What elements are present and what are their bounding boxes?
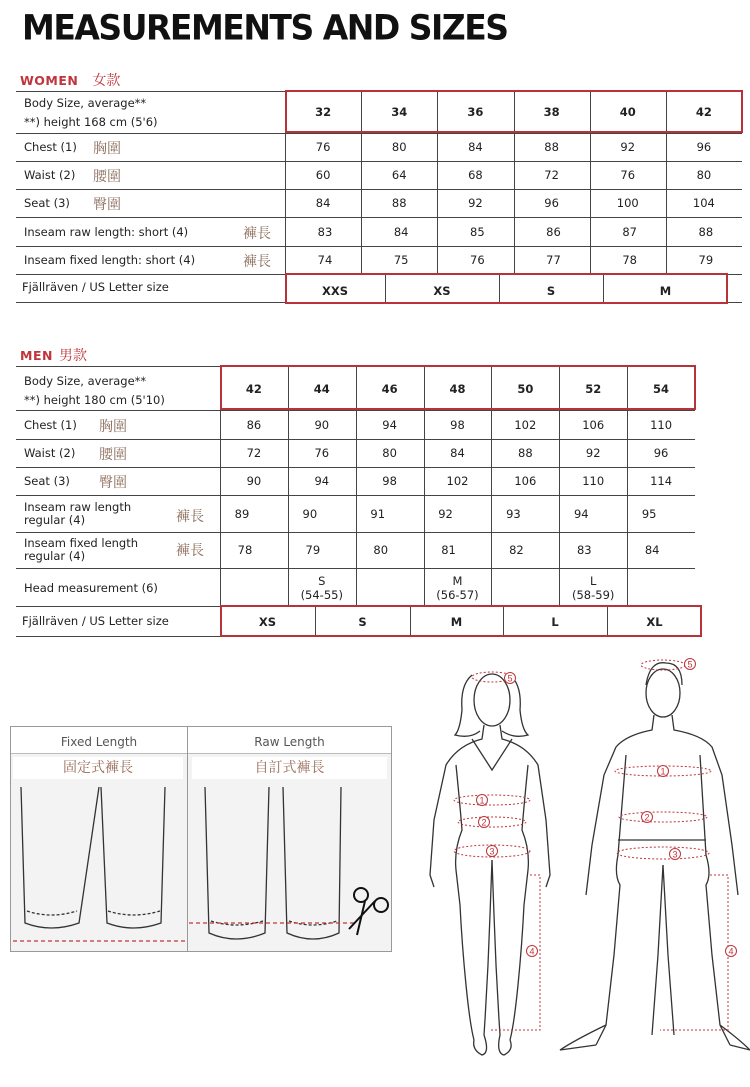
fixed-length-cn: 固定式褲長 — [13, 757, 183, 779]
women-letter-size: XXS — [321, 284, 348, 298]
men-inseam-raw-value: 92 — [438, 507, 453, 521]
women-size-header: 36 — [467, 105, 484, 119]
women-row-label-cn: 褲長 — [243, 254, 271, 270]
women-letter-size: S — [546, 284, 556, 298]
women-heading-label: WOMEN — [20, 73, 79, 88]
men-cell-value: 80 — [382, 446, 397, 460]
men-cell-value: 110 — [650, 417, 673, 432]
men-head-size: L — [589, 574, 597, 588]
men-letter-size-label: Fjällräven / US Letter size — [22, 614, 169, 628]
women-row-label: Waist (2) — [24, 168, 76, 182]
men-cell-value: 102 — [446, 474, 469, 488]
measure-marker: 3 — [672, 849, 678, 860]
row-divider — [16, 217, 742, 218]
raw-length-label: Raw Length — [254, 735, 325, 749]
men-cell-value: 110 — [582, 474, 605, 488]
women-cell-value: 84 — [393, 224, 409, 239]
men-heading-cn: 男款 — [58, 348, 87, 364]
women-heading — [20, 70, 120, 90]
women-cell-value: 104 — [692, 196, 715, 210]
men-size-header: 54 — [653, 382, 670, 396]
men-inseam-fixed-cn: 褲長 — [176, 543, 204, 559]
body-measurement-figures — [410, 655, 750, 1085]
women-cell-value: 92 — [620, 140, 636, 154]
measurement-markers — [477, 659, 737, 957]
women-cell-value: 83 — [317, 224, 333, 239]
women-size-highlight — [285, 90, 743, 133]
woman-figure-icon — [430, 674, 550, 1055]
women-heading-cn: 女款 — [92, 73, 121, 89]
men-cell-value: 106 — [582, 417, 605, 432]
men-heading-label: MEN — [20, 348, 53, 363]
women-cell-value: 68 — [468, 168, 483, 182]
women-cell-value: 92 — [468, 196, 483, 210]
women-cell-value: 77 — [546, 253, 561, 267]
men-inseam-raw-value: 94 — [573, 507, 589, 521]
men-row-label: Seat (3) — [24, 474, 70, 488]
men-letter-size: XL — [646, 615, 663, 629]
men-inseam-fixed-label: Inseam fixed length — [24, 536, 139, 550]
women-cell-value: 76 — [620, 168, 636, 182]
men-cell-value: 114 — [650, 474, 673, 488]
men-cell-value: 88 — [518, 446, 533, 460]
men-head-size: M — [452, 574, 463, 588]
man-figure-icon — [560, 663, 750, 1050]
men-heading — [20, 345, 87, 365]
men-head-range: (56-57) — [436, 588, 479, 602]
men-row-label: Waist (2) — [24, 446, 76, 460]
men-row-label-cn: 臀圍 — [99, 475, 127, 491]
men-inseam-fixed-value: 81 — [441, 543, 456, 557]
men-inseam-raw-value: 90 — [302, 507, 318, 521]
men-size-header: 44 — [313, 382, 330, 396]
men-letter-size-highlight — [220, 605, 702, 637]
men-inseam-raw-value: 93 — [506, 507, 521, 521]
men-inseam-raw-label: Inseam raw length — [24, 500, 132, 514]
raw-length-legs-icon — [205, 787, 341, 939]
men-cell-value: 98 — [382, 474, 397, 488]
measure-marker: 1 — [660, 766, 666, 777]
men-inseam-raw-value: 95 — [641, 507, 657, 521]
measure-marker: 5 — [687, 659, 693, 670]
fixed-length-legs-icon — [21, 787, 165, 928]
measure-marker: 2 — [481, 817, 487, 828]
men-size-header: 48 — [449, 382, 466, 396]
men-cell-value: 86 — [246, 417, 262, 432]
women-cell-value: 86 — [546, 224, 561, 239]
row-divider — [16, 189, 742, 190]
women-cell-value: 72 — [544, 168, 559, 182]
men-cell-value: 94 — [314, 474, 330, 488]
women-cell-value: 88 — [391, 196, 407, 210]
men-inseam-fixed-value: 80 — [373, 543, 389, 557]
men-cell-value: 92 — [585, 446, 601, 460]
women-cell-value: 78 — [622, 253, 637, 267]
women-cell-value: 60 — [315, 168, 331, 182]
men-inseam-fixed-value: 84 — [644, 543, 660, 557]
women-letter-size-label: Fjällräven / US Letter size — [22, 280, 169, 294]
women-cell-value: 80 — [391, 140, 407, 154]
women-size-header: 34 — [391, 105, 408, 119]
men-head-range: (54-55) — [300, 588, 343, 602]
measure-marker: 4 — [728, 946, 734, 957]
men-inseam-raw-value: 89 — [234, 507, 250, 521]
women-row-label: Inseam raw length: short (4) — [24, 224, 189, 239]
women-cell-value: 84 — [468, 140, 483, 154]
men-cell-value: 102 — [514, 417, 537, 432]
men-inseam-raw-label-2: regular (4) — [24, 513, 86, 527]
row-divider — [16, 246, 742, 247]
women-letter-size: M — [659, 284, 672, 298]
men-row-label-cn: 腰圍 — [99, 447, 127, 463]
men-size-header: 50 — [517, 382, 534, 396]
men-head-range: (58-59) — [572, 588, 615, 602]
men-cell-value: 76 — [314, 446, 330, 460]
men-cell-value: 98 — [450, 417, 465, 432]
page-title: MEASUREMENTS AND SIZES — [22, 7, 508, 48]
scissors-icon — [349, 888, 388, 935]
men-size-header: 46 — [381, 382, 398, 396]
women-cell-value: 84 — [315, 196, 331, 210]
women-cell-value: 74 — [317, 253, 333, 267]
women-size-header: 40 — [619, 105, 636, 119]
women-height-note: **) height 168 cm (5'6) — [24, 115, 158, 129]
men-inseam-fixed-label-2: regular (4) — [24, 549, 86, 563]
women-cell-value: 96 — [696, 140, 712, 154]
men-cell-value: 84 — [450, 446, 465, 460]
men-inseam-raw-cn: 褲長 — [176, 509, 204, 525]
women-cell-value: 75 — [393, 253, 409, 267]
men-inseam-fixed-value: 82 — [509, 543, 524, 557]
women-cell-value: 64 — [391, 168, 407, 182]
women-body-size-label: Body Size, average** — [24, 96, 147, 110]
men-letter-size: S — [358, 615, 367, 629]
women-row-label: Chest (1) — [24, 140, 77, 154]
row-divider — [16, 133, 742, 134]
men-row-label-cn: 胸圍 — [99, 418, 127, 435]
men-cell-value: 94 — [382, 417, 397, 432]
raw-length-cn: 自訂式褲長 — [192, 757, 387, 779]
measure-marker: 1 — [479, 795, 485, 806]
women-cell-value: 76 — [470, 253, 485, 267]
women-row-label-cn: 胸圍 — [93, 141, 121, 157]
women-cell-value: 85 — [470, 224, 485, 239]
men-head-size: S — [318, 574, 326, 588]
men-cell-value: 106 — [514, 474, 537, 488]
women-row-label: Inseam fixed length: short (4) — [24, 253, 196, 267]
women-row-label-cn: 臀圍 — [93, 197, 121, 213]
men-height-note: **) height 180 cm (5'10) — [24, 393, 165, 407]
men-head-label: Head measurement (6) — [24, 581, 158, 595]
women-cell-value: 88 — [544, 140, 559, 154]
measure-marker: 2 — [644, 812, 650, 823]
pants-legs-drawing — [11, 783, 391, 951]
men-cell-value: 96 — [653, 446, 669, 460]
row-divider — [16, 161, 742, 162]
women-cell-value: 87 — [622, 224, 637, 239]
women-size-header: 38 — [543, 105, 560, 119]
women-cell-value: 88 — [698, 224, 714, 239]
women-row-label-cn: 腰圍 — [93, 169, 121, 185]
men-inseam-fixed-value: 78 — [237, 543, 253, 557]
men-body-size-label: Body Size, average** — [24, 374, 147, 388]
women-size-header: 42 — [695, 105, 712, 119]
men-size-header: 42 — [245, 382, 262, 396]
women-letter-size: XS — [433, 284, 451, 298]
men-inseam-fixed-value: 79 — [305, 543, 321, 557]
measure-marker: 5 — [507, 673, 513, 684]
women-cell-value: 76 — [315, 140, 331, 154]
measure-marker: 3 — [489, 846, 495, 857]
women-cell-value: 80 — [696, 168, 712, 182]
fixed-length-label: Fixed Length — [60, 735, 138, 749]
women-size-header: 32 — [315, 105, 332, 119]
women-cell-value: 96 — [544, 196, 559, 210]
measure-marker: 4 — [529, 946, 535, 957]
women-cell-value: 79 — [698, 253, 714, 267]
men-letter-size: L — [551, 615, 559, 629]
women-row-label-cn: 褲長 — [243, 225, 271, 242]
men-cell-value: 90 — [246, 474, 262, 488]
women-letter-size-highlight — [285, 273, 728, 304]
pants-length-illustration — [10, 726, 392, 952]
women-row-label: Seat (3) — [24, 196, 70, 210]
men-letter-size: M — [450, 615, 463, 629]
men-inseam-fixed-value: 83 — [576, 543, 592, 557]
men-letter-size: XS — [258, 615, 277, 629]
men-size-header: 52 — [585, 382, 602, 396]
men-cell-value: 72 — [246, 446, 262, 460]
men-inseam-raw-value: 91 — [370, 507, 386, 521]
women-cell-value: 100 — [616, 196, 639, 210]
men-size-highlight — [220, 365, 696, 410]
men-row-label: Chest (1) — [24, 417, 77, 432]
men-cell-value: 90 — [314, 417, 330, 432]
